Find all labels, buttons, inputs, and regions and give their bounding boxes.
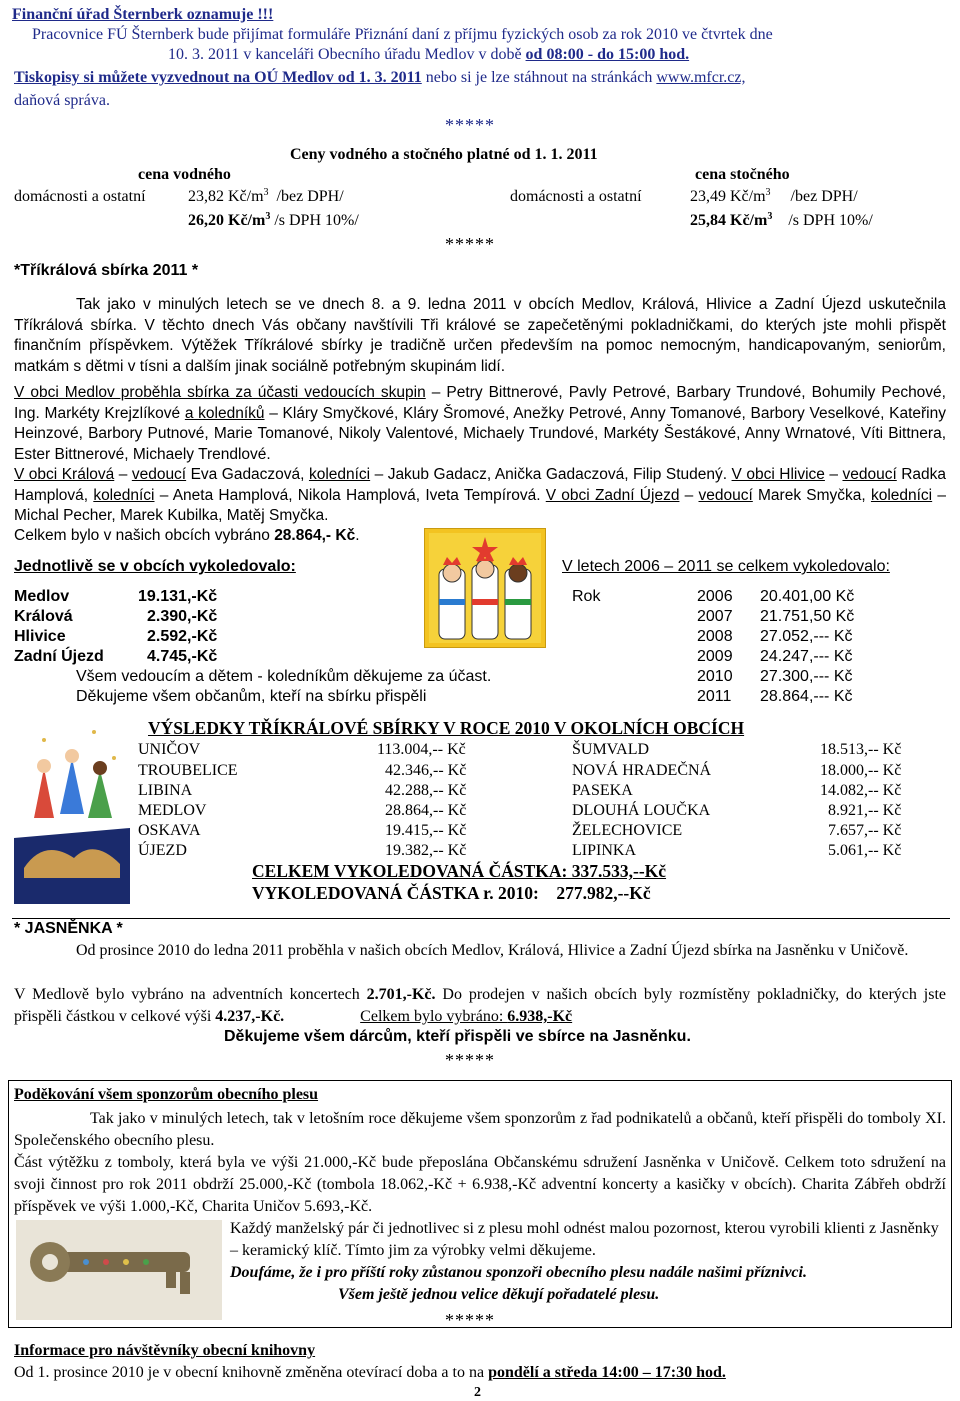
- trikral-heading: *Tříkrálová sbírka 2011 *: [14, 262, 199, 279]
- jasnenka-heading: * JASNĚNKA *: [14, 920, 123, 937]
- result-town: UNIČOV: [138, 741, 201, 758]
- trikral-medlov: V obci Medlov proběhla sbírka za účasti vedoucích skupin – Petry Bittnerové, Pavly Petrové, Barbary Trundové, Bohumily Pechové, Ing. Markéty Krejzlíkové a koledníků – Kláry Smyčkové, Kláry Šromové, Anežky Petrové, Anny Tomanové, Barbory Veselkové, Kateřiny Heinzové, Barbory Putnové, Marie Tomanové, Nikoly Valentové, Michaely Trundové, Markéty Šestákové, Anny Wrnatové, Víti Bittnera, Ester Bittnerové, Michaely Trendlové.: [14, 384, 946, 463]
- result-amount: 5.061,-- Kč: [828, 842, 902, 859]
- ples-p2: Část výtěžku z tomboly, která byla ve výši 21.000,-Kč bude přeposlána Občanskému sdružení Jasněnka v Uničově. Celkem toto sdružení na svoji činnost pro rok 2011 obdrží 25.000,-Kč (tombola 18.062,-Kč + 6.938,-Kč adventní koncerty a kasičky v obcích). Charita Zábřeh obdrží příspěvek ve výši 1.000,-Kč, Charita Uničov 5.693,-Kč.: [14, 1154, 946, 1215]
- village-amount: 4.745,-Kč: [147, 648, 218, 665]
- vodne-price-1: 23,82 $Kč/m^3$ /bez DPH/: [188, 187, 344, 205]
- year-amount: 24.247,--- Kč: [760, 648, 853, 665]
- village-amount: 2.390,-Kč: [147, 608, 218, 625]
- ples-p4: Doufáme, že i pro příští roky zůstanou sponzoři obecního plesu nadále našimi příznivci.: [230, 1264, 807, 1281]
- result-town: ŽELECHOVICE: [572, 822, 683, 839]
- year-amount: 27.300,--- Kč: [760, 668, 853, 685]
- villages-heading: Jednotlivě se v obcích vykoledovalo:: [14, 558, 296, 575]
- stocne-price-2: 25,84 $Kč/m^3$ /s DPH 10%/: [690, 211, 873, 229]
- village-name: Hlivice: [14, 628, 66, 645]
- ceramic-keys-image: [16, 1220, 222, 1320]
- year: 2011: [697, 688, 732, 705]
- results-previous-year: VYKOLEDOVANÁ ČÁSTKA r. 2010: 277.982,--Kč: [252, 883, 651, 903]
- separator-stars: *****: [445, 1050, 495, 1070]
- village-name: Zadní Újezd: [14, 648, 104, 665]
- year: 2010: [697, 668, 733, 685]
- result-town: DLOUHÁ LOUČKA: [572, 802, 711, 819]
- year-amount: 21.751,50 Kč: [760, 608, 855, 625]
- ples-p1: Tak jako v minulých letech, tak v letošním roce děkujeme všem sponzorům z řad podnikatelů a občanů, kteří přispěli do tomboly XI. Společenského obecního plesu.: [14, 1110, 946, 1149]
- result-town: ÚJEZD: [138, 842, 187, 859]
- separator-stars: *****: [445, 1310, 495, 1330]
- result-town: TROUBELICE: [138, 762, 238, 779]
- result-town: OSKAVA: [138, 822, 201, 839]
- fu-title: Finanční úřad Šternberk oznamuje !!!: [12, 6, 274, 23]
- result-town: MEDLOV: [138, 802, 207, 819]
- result-town: LIPINKA: [572, 842, 636, 859]
- village-name: Medlov: [14, 588, 70, 605]
- ples-p5: Všem ještě jednou velice děkují pořadatelé plesu.: [338, 1286, 660, 1303]
- knihovna-heading: Informace pro návštěvníky obecní knihovny: [14, 1342, 316, 1359]
- thanks-carolers: Všem vedoucím a dětem - koledníkům děkujeme za účast.: [76, 668, 492, 685]
- result-town: LIBINA: [138, 782, 193, 799]
- stocne-price-1: 23,49 $Kč/m^3$ /bez DPH/: [690, 187, 858, 205]
- mfcr-link[interactable]: www.mfcr.cz,: [656, 69, 746, 86]
- water-title: Ceny vodného a stočného platné od 1. 1. 2011: [290, 146, 598, 163]
- result-amount: 19.382,-- Kč: [385, 842, 467, 859]
- ples-p3: Každý manželský pár či jednotlivec si z plesu mohl odnést malou pozornost, kterou vyrobili klienti z Jasněnky – keramický klíč. Tímto jim za výrobky velmi děkujeme.: [230, 1220, 939, 1259]
- result-town: NOVÁ HRADEČNÁ: [572, 762, 712, 779]
- trikral-intro: Tak jako v minulých letech se ve dnech 8. a 9. ledna 2011 v obcích Medlov, Králová, Hlivice a Zadní Újezd uskutečnila Tříkrálová sbírka. V těchto dnech Vás občany navštívili Tři králové se zapečetěnými pokladničkami, do kterých jste mohli přispět finančním příspěvkem. Výtěžek Tříkrálové sbírky je tradičně určen především na pomoc nemocným, handicapovaným, seniorům, matkám s dětmi v tísni a dalším jinak sociálně potřebným skupinám lidí.: [14, 296, 946, 375]
- year-amount: 28.864,--- Kč: [760, 688, 853, 705]
- knihovna-hours: Od 1. prosince 2010 je v obecní knihovně změněna otevírací doba a to na pondělí a středa 14:00 – 17:30 hod.: [14, 1364, 726, 1381]
- jasnenka-box-top: [12, 918, 950, 920]
- village-amount: 19.131,-Kč: [138, 588, 218, 605]
- result-amount: 8.921,-- Kč: [828, 802, 902, 819]
- jasnenka-p1: Od prosince 2010 do ledna 2011 proběhla v našich obcích Medlov, Králová, Hlivice a Zadní Újezd sbírka na Jasněnku v Uničově.: [76, 942, 909, 959]
- result-amount: 19.415,-- Kč: [385, 822, 467, 839]
- fu-line3: Tiskopisy si můžete vyzvednout na OÚ Medlov od 1. 3. 2011 nebo si je lze stáhnout na stránkách www.mfcr.cz,: [14, 69, 746, 86]
- result-town: PASEKA: [572, 782, 633, 799]
- fu-line2: 10. 3. 2011 v kanceláři Obecního úřadu Medlov v době od 08:00 - do 15:00 hod.: [168, 46, 690, 63]
- jasnenka-thanks: Děkujeme všem dárcům, kteří přispěli ve sbírce na Jasněnku.: [224, 1028, 691, 1045]
- result-amount: 7.657,-- Kč: [828, 822, 902, 839]
- page-number: 2: [474, 1385, 481, 1400]
- vodne-price-2: 26,20 $Kč/m^3$ /s DPH 10%/: [188, 211, 359, 229]
- stocne-row-label: domácnosti a ostatní: [510, 188, 642, 205]
- rok-label: Rok: [572, 588, 601, 605]
- years-heading: V letech 2006 – 2011 se celkem vykoledovalo:: [562, 558, 890, 575]
- result-amount: 18.513,-- Kč: [820, 741, 902, 758]
- year: 2006: [697, 588, 733, 605]
- jasnenka-p2: V Medlově bylo vybráno na adventních koncertech 2.701,-Kč. Do prodejen v našich obcích byly rozmístěny pokladničky, do kterých jste přispěli částkou v celkové výši 4.237,-Kč. Celkem bylo vybráno: 6.938,-Kč: [14, 986, 947, 1025]
- stocne-heading: cena stočného: [695, 166, 790, 183]
- camel-kings-image: [14, 718, 130, 904]
- result-town: ŠUMVALD: [572, 741, 650, 758]
- ceramic-key-illustration: [16, 1220, 222, 1320]
- year: 2007: [697, 608, 733, 625]
- village-name: Králová: [14, 608, 73, 625]
- result-amount: 28.864,-- Kč: [385, 802, 467, 819]
- thanks-citizens: Děkujeme všem občanům, kteří na sbírku přispěli: [76, 688, 427, 705]
- fu-line4: daňová správa.: [14, 92, 110, 109]
- result-amount: 113.004,-- Kč: [377, 741, 466, 758]
- separator-stars: *****: [445, 115, 495, 135]
- separator-stars: *****: [445, 234, 495, 254]
- village-amount: 2.592,-Kč: [147, 628, 218, 645]
- three-kings-image: [424, 528, 546, 648]
- vodne-heading: cena vodného: [138, 166, 231, 183]
- result-amount: 42.288,-- Kč: [385, 782, 467, 799]
- result-amount: 42.346,-- Kč: [385, 762, 467, 779]
- ples-heading: Poděkování všem sponzorům obecního plesu: [14, 1086, 319, 1103]
- results-total: CELKEM VYKOLEDOVANÁ ČÁSTKA: 337.533,--Kč: [252, 861, 667, 881]
- results-title: VÝSLEDKY TŘÍKRÁLOVÉ SBÍRKY V ROCE 2010 V OKOLNÍCH OBCÍCH: [148, 718, 745, 738]
- year: 2008: [697, 628, 733, 645]
- vodne-row-label: domácnosti a ostatní: [14, 188, 146, 205]
- kings-with-camels-illustration: [14, 718, 130, 904]
- trikral-others: V obci Králová – vedoucí Eva Gadaczová, koledníci – Jakub Gadacz, Anička Gadaczová, Filip Studený. V obci Hlivice – vedoucí Radka Hamplová, koledníci – Aneta Hamplová, Nikola Hamplová, Iveta Tempírová. V obci Zadní Újezd – vedoucí Marek Smyčka, koledníci – Michal Pecher, Marek Kubilka, Matěj Smyčka.: [14, 466, 947, 524]
- fu-line1: Pracovnice FÚ Šternberk bude přijímat formuláře Přiznání daní z příjmu fyzických osob za rok 2010 ve čtvrtek dne: [32, 26, 773, 43]
- result-amount: 18.000,-- Kč: [820, 762, 902, 779]
- year-amount: 20.401,00 Kč: [760, 588, 855, 605]
- result-amount: 14.082,-- Kč: [820, 782, 902, 799]
- year-amount: 27.052,--- Kč: [760, 628, 853, 645]
- trikral-total: Celkem bylo v našich obcích vybráno 28.864,- Kč.: [14, 527, 360, 544]
- three-kings-illustration: [425, 529, 545, 647]
- year: 2009: [697, 648, 733, 665]
